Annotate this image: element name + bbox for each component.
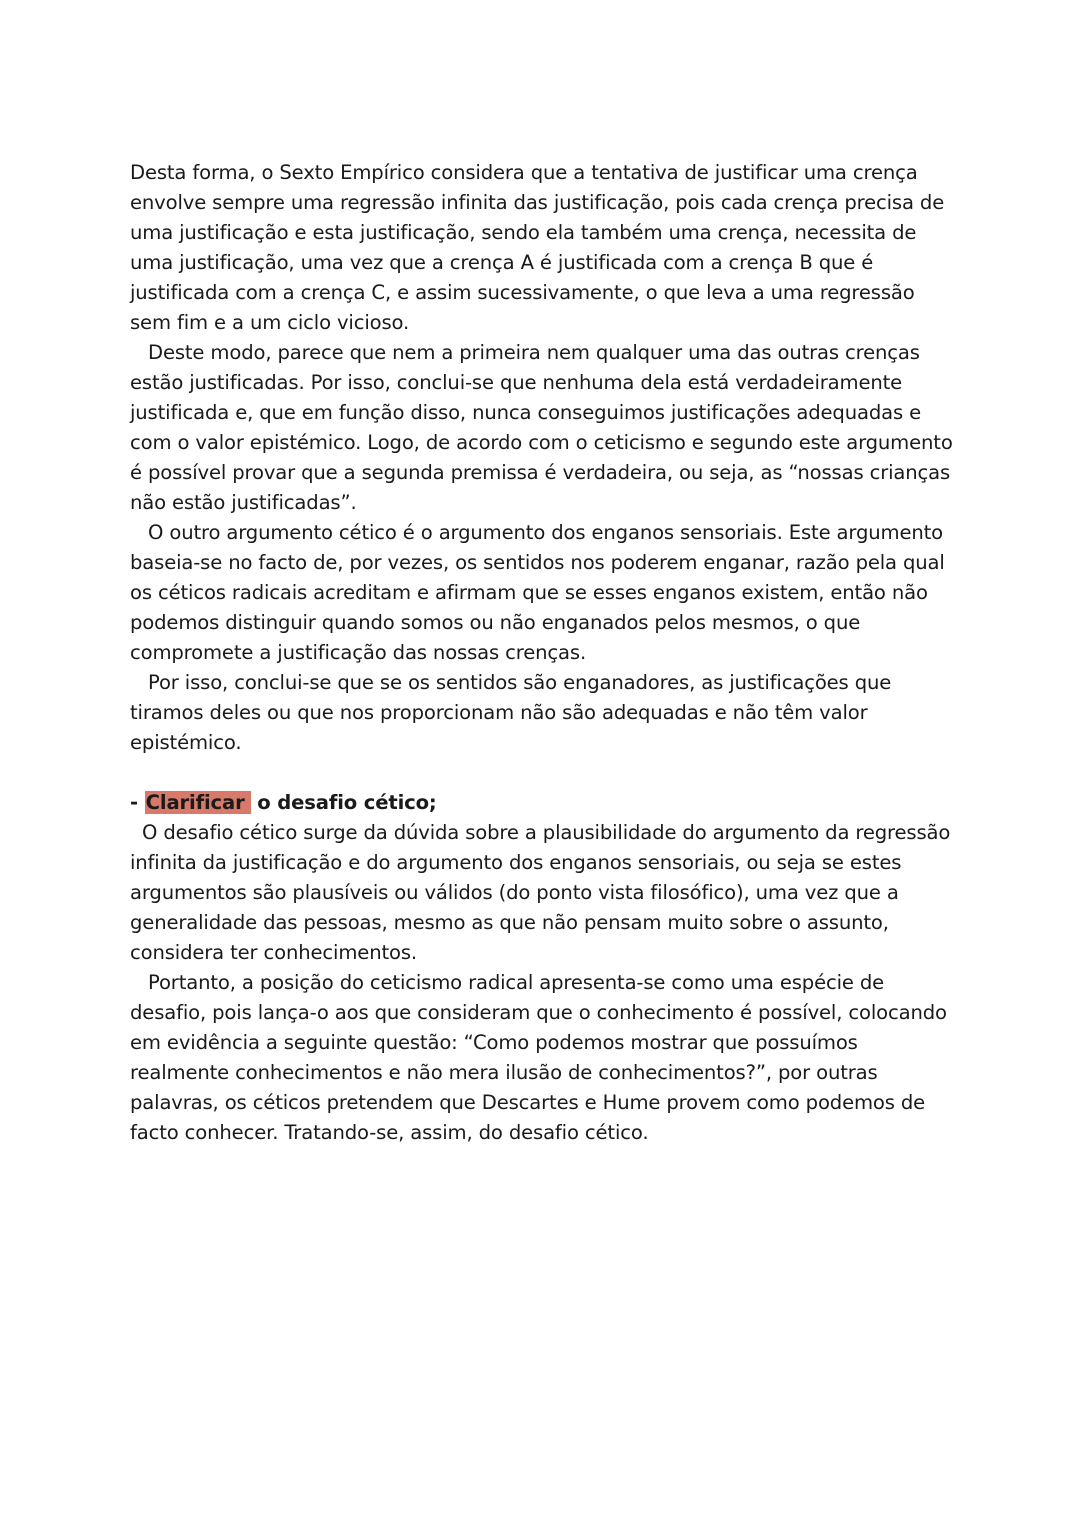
paragraph-conclusion-senses: Por isso, conclui-se que se os sentidos são enganadores, as justificações que tiramos deles ou que nos proporcionam não são adequadas e não têm valor epistémico. — [130, 671, 892, 754]
paragraph-radical-skepticism: Portanto, a posição do ceticismo radical apresenta-se como uma espécie de desafio, pois lança-o aos que consideram que o conhecimento é possível, colocando em evidência a seguinte questão: “Como podemos mostrar que possuímos realmente conhecimentos e não mera ilusão de conhecimentos?”, por outras palavras, os céticos pretendem que Descartes e Hume provem como podemos de facto conhecer. Tratando-se, assim, do desafio cético. — [130, 971, 947, 1144]
paragraph-regression-argument: Desta forma, o Sexto Empírico considera que a tentativa de justificar uma crença envolve sempre uma regressão infinita das justificação, pois cada crença precisa de uma justificação e esta justificação, sendo ela também uma crença, necessita de uma justificação, uma vez que a crença A é justificada com a crença B que é justificada com a crença C, e assim sucessivamente, o que leva a uma regressão sem fim e a um ciclo vicioso. — [130, 161, 945, 334]
document-page — [130, 158, 960, 1148]
heading-prefix: - — [130, 791, 145, 814]
paragraph-conclusion-regression: Deste modo, parece que nem a primeira nem qualquer uma das outras crenças estão justificadas. Por isso, conclui-se que nenhuma dela está verdadeiramente justificada e, que em função disso, nunca conseguimos justificações adequadas e com o valor epistémico. Logo, de acordo com o ceticismo e segundo este argumento é possível provar que a segunda premissa é verdadeira, ou seja, as “nossas crianças não estão justificadas”. — [130, 341, 953, 514]
blank-line — [130, 758, 960, 788]
paragraph-skeptical-challenge: O desafio cético surge da dúvida sobre a plausibilidade do argumento da regressão infinita da justificação e do argumento dos enganos sensoriais, ou seja se estes argumentos são plausíveis ou válidos (do ponto vista filosófico), uma vez que a generalidade das pessoas, mesmo as que não pensam muito sobre o assunto, considera ter conhecimentos. — [130, 821, 951, 964]
section-heading — [130, 788, 960, 818]
paragraph-sensory-deception: O outro argumento cético é o argumento dos enganos sensoriais. Este argumento baseia-se no facto de, por vezes, os sentidos nos poderem enganar, razão pela qual os céticos radicais acreditam e afirmam que se esses enganos existem, então não podemos distinguir quando somos ou não enganados pelos mesmos, o que compromete a justificação das nossas crenças. — [130, 521, 945, 664]
highlighted-word: Clarificar — [145, 791, 251, 814]
heading-rest: o desafio cético; — [250, 791, 437, 814]
